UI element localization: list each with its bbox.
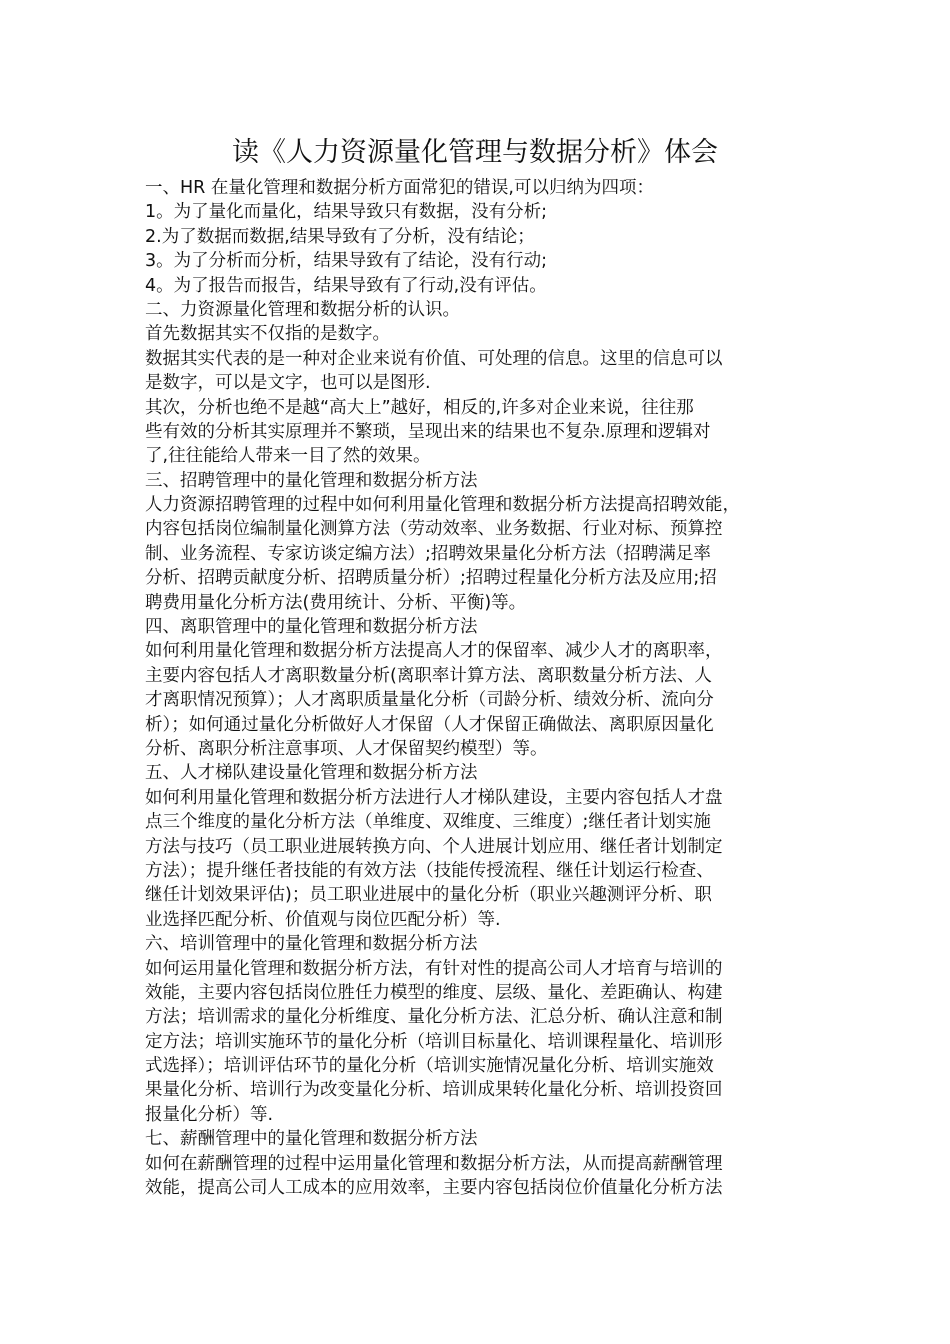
text-line: 1。为了量化而量化，结果导致只有数据，没有分析;: [145, 202, 548, 223]
text-line: 方法与技巧（员工职业进展转换方向、个人进展计划应用、继任者计划制定: [145, 836, 723, 857]
text-line: 首先数据其实不仅指的是数字。: [145, 324, 390, 345]
text-line: 3。为了分析而分析，结果导致有了结论，没有行动;: [145, 251, 548, 272]
text-line: 2.为了数据而数据,结果导致有了分析，没有结论；: [145, 226, 535, 247]
text-line: 数据其实代表的是一种对企业来说有价值、可处理的信息。这里的信息可以: [145, 348, 723, 369]
text-line: 内容包括岗位编制量化测算方法（劳动效率、业务数据、行业对标、预算控: [145, 519, 723, 540]
text-line: 四、离职管理中的量化管理和数据分析方法: [145, 617, 478, 638]
document-title: 读《人力资源量化管理与数据分析》体会: [232, 137, 718, 168]
text-line: 一、HR 在量化管理和数据分析方面常犯的错误,可以归纳为四项：: [145, 178, 654, 198]
text-line: 果量化分析、培训行为改变量化分析、培训成果转化量化分析、培训投资回: [145, 1080, 723, 1101]
text-line: 其次，分析也绝不是越“高大上”越好，相反的,许多对企业来说，往往那: [145, 397, 694, 418]
text-line: 人力资源招聘管理的过程中如何利用量化管理和数据分析方法提高招聘效能，: [145, 495, 740, 516]
text-line: 才离职情况预算）；人才离职质量量化分析（司龄分析、绩效分析、流向分: [145, 690, 714, 711]
text-line: 五、人才梯队建设量化管理和数据分析方法: [145, 763, 478, 784]
text-line: 聘费用量化分析方法(费用统计、分析、平衡)等。: [145, 592, 527, 613]
text-line: 定方法；培训实施环节的量化分析（培训目标量化、培训课程量化、培训形: [145, 1031, 723, 1052]
text-line: 是数字，可以是文字，也可以是图形.: [145, 373, 431, 394]
text-line: 继任计划效果评估)；员工职业进展中的量化分析（职业兴趣测评分析、职: [145, 885, 712, 906]
text-line: 三、招聘管理中的量化管理和数据分析方法: [145, 470, 478, 491]
text-line: 七、薪酬管理中的量化管理和数据分析方法: [145, 1129, 478, 1150]
text-line: 方法）；提升继任者技能的有效方法（技能传授流程、继任计划运行检查、: [145, 860, 714, 881]
text-line: 些有效的分析其实原理并不繁琐，呈现出来的结果也不复杂.原理和逻辑对: [145, 421, 711, 442]
text-line: 如何在薪酬管理的过程中运用量化管理和数据分析方法，从而提高薪酬管理: [145, 1153, 723, 1174]
text-line: 分析、离职分析注意事项、人才保留契约模型）等。: [145, 738, 548, 759]
text-line: 效能，提高公司人工成本的应用效率，主要内容包括岗位价值量化分析方法: [145, 1178, 723, 1199]
text-line: 方法；培训需求的量化分析维度、量化分析方法、汇总分析、确认注意和制: [145, 1007, 723, 1028]
text-line: 二、力资源量化管理和数据分析的认识。: [145, 299, 460, 320]
text-line: 主要内容包括人才离职数量分析(离职率计算方法、离职数量分析方法、人: [145, 665, 712, 686]
text-line: 分析、招聘贡献度分析、招聘质量分析）;招聘过程量化分析方法及应用;招: [145, 568, 717, 589]
text-line: 如何运用量化管理和数据分析方法，有针对性的提高公司人才培育与培训的: [145, 958, 723, 979]
text-line: 4。为了报告而报告，结果导致有了行动,没有评估。: [145, 275, 547, 296]
text-line: 业选择匹配分析、价值观与岗位匹配分析）等.: [145, 909, 501, 930]
text-line: 如何利用量化管理和数据分析方法进行人才梯队建设，主要内容包括人才盘: [145, 787, 723, 808]
text-line: 六、培训管理中的量化管理和数据分析方法: [145, 934, 478, 955]
text-line: 如何利用量化管理和数据分析方法提高人才的保留率、减少人才的离职率，: [145, 641, 723, 662]
text-line: 析）；如何通过量化分析做好人才保留（人才保留正确做法、离职原因量化: [145, 714, 714, 735]
text-line: 制、业务流程、专家访谈定编方法）;招聘效果量化分析方法（招聘满足率: [145, 543, 711, 564]
text-line: 了,往往能给人带来一目了然的效果。: [145, 446, 431, 467]
text-line: 点三个维度的量化分析方法（单维度、双维度、三维度）;继任者计划实施: [145, 812, 711, 833]
document-body: [145, 176, 825, 1200]
text-line: 报量化分析）等.: [145, 1104, 274, 1125]
text-line: 效能，主要内容包括岗位胜任力模型的维度、层级、量化、差距确认、构建: [145, 982, 723, 1003]
text-line: 式选择）；培训评估环节的量化分析（培训实施情况量化分析、培训实施效: [145, 1056, 714, 1077]
